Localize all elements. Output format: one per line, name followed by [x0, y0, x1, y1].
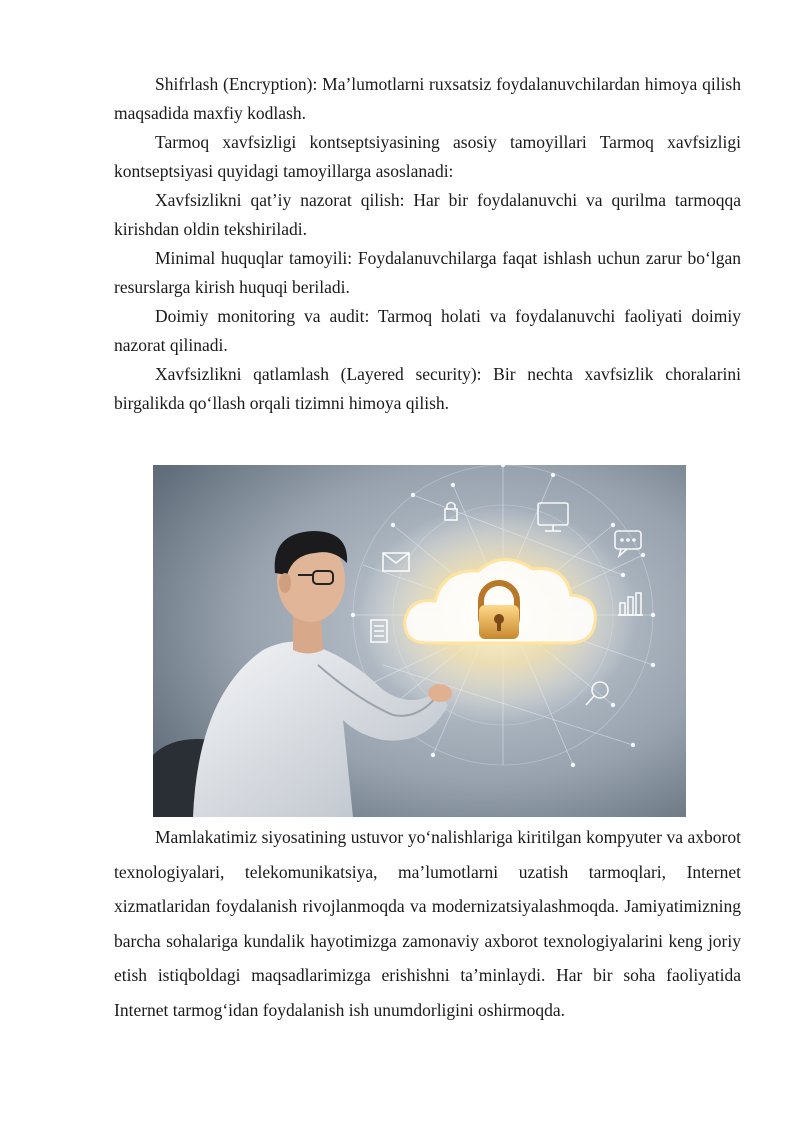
- paragraph-minimal-rights: Minimal huquqlar tamoyili: Foydalanuvchilarga faqat ishlash uchun zarur bo‘lgan resurslarga kirish huquqi beriladi.: [114, 248, 741, 297]
- paragraph-encryption: Shifrlash (Encryption): Ma’lumotlarni ruxsatsiz foydalanuvchilardan himoya qilish maqsadida maxfiy kodlash.: [114, 74, 741, 123]
- text-block-top: [114, 70, 741, 418]
- paragraph-national-policy: Mamlakatimiz siyosatining ustuvor yo‘nalishlariga kiritilgan kompyuter va axborot texnologiyalari, telekomunikatsiya, ma’lumotlarni uzatish tarmoqlari, Internet xizmatlaridan foydalanish rivojlanmoqda va modernizatsiyalashmoqda. Jamiyatimizning barcha sohalariga kundalik hayotimizga zamonaviy axborot texnologiyalarini keng joriy etish istiqboldagi maqsadlarimizga erishishni ta’minlaydi. Har bir soha faoliyatida Internet tarmog‘idan foydalanish ish unumdorligini oshirmoqda.: [114, 827, 741, 1020]
- paragraph-layered-security: Xavfsizlikni qatlamlash (Layered security): Bir nechta xavfsizlik choralarini birgalikda qo‘llash orqali tizimni himoya qilish.: [114, 364, 741, 413]
- cybersecurity-illustration: [153, 465, 686, 817]
- paragraph-strict-control: Xavfsizlikni qat’iy nazorat qilish: Har bir foydalanuvchi va qurilma tarmoqqa kirishdan oldin tekshiriladi.: [114, 190, 741, 239]
- text-block-bottom: [114, 820, 741, 1027]
- paragraph-monitoring: Doimiy monitoring va audit: Tarmoq holati va foydalanuvchi faoliyati doimiy nazorat qilinadi.: [114, 306, 741, 355]
- paragraph-principles-intro: Tarmoq xavfsizligi kontseptsiyasining asosiy tamoyillari Tarmoq xavfsizligi kontseptsiyasi quyidagi tamoyillarga asoslanadi:: [114, 132, 741, 181]
